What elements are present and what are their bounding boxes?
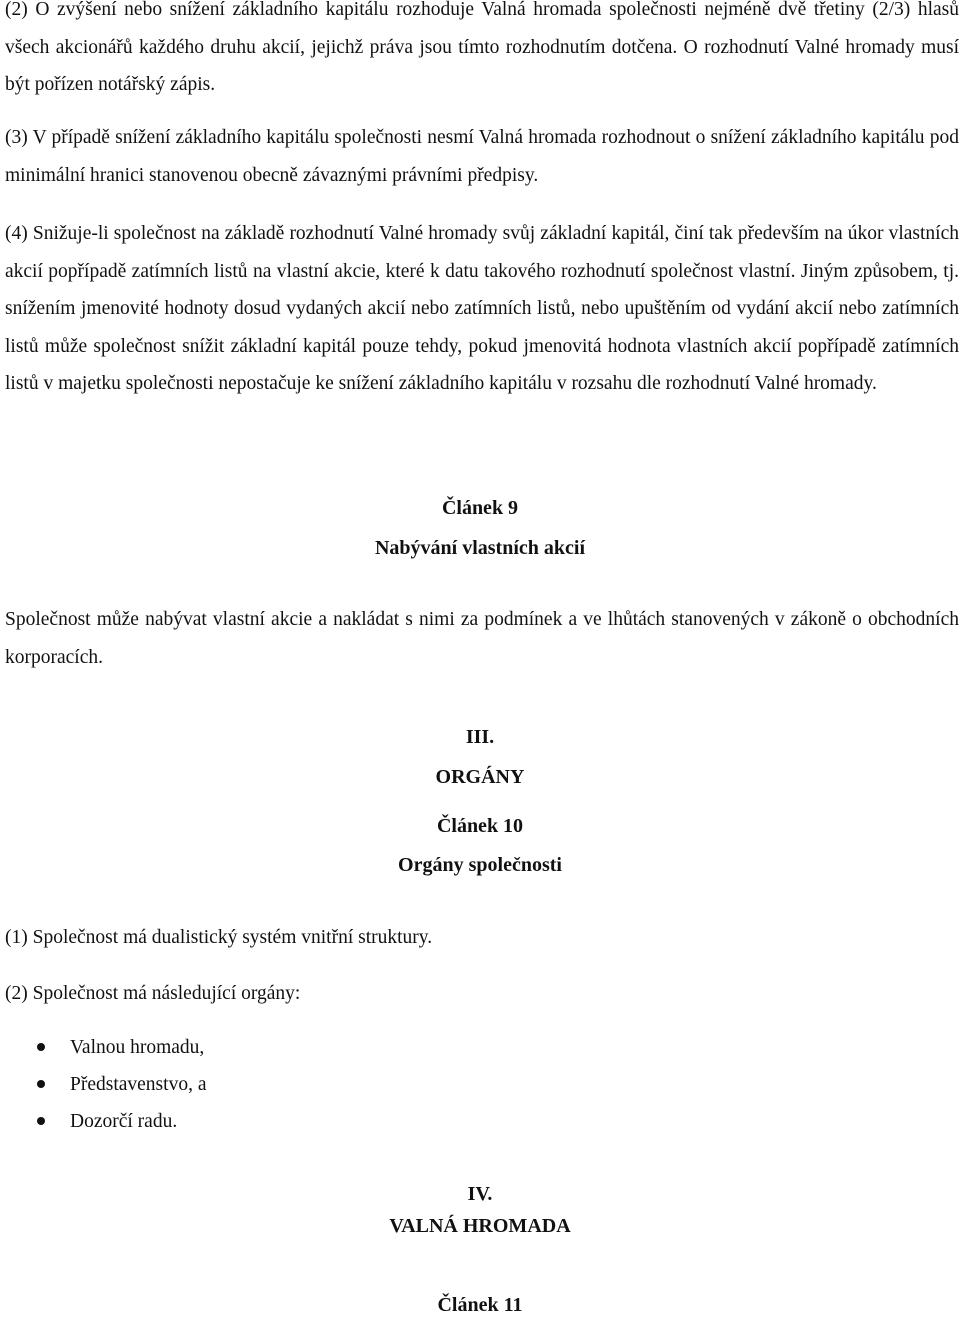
part-4-title: VALNÁ HROMADA: [389, 1215, 571, 1237]
part-4-number: IV.: [467, 1183, 493, 1205]
paragraph-capital-change-decision: (2) O zvýšení nebo snížení základního kapitálu rozhoduje Valná hromada společnosti nejméně dvě třetiny (2/3) hlasů všech akcionářů každého druhu akcií, jejichž práva jsou tímto rozhodnutím dotčena. O rozhodnutí Valné hromady musí být pořízen notářský zápis.: [5, 0, 959, 95]
bullet-icon: [37, 1043, 45, 1051]
bullet-icon: [37, 1080, 45, 1088]
article-10-paragraph-1: (1) Společnost má dualistický systém vnitřní struktury.: [5, 927, 433, 948]
list-item-label: Valnou hromadu,: [70, 1037, 205, 1058]
part-3-title: ORGÁNY: [435, 766, 525, 788]
article-11-number: Článek 11: [437, 1294, 523, 1316]
list-item: [0, 1029, 400, 1066]
article-9-body: Společnost může nabývat vlastní akcie a nakládat s nimi za podmínek a ve lhůtách stanovených v zákoně o obchodních korporacích.: [5, 609, 959, 668]
article-9-number: Článek 9: [441, 497, 519, 519]
list-item: [0, 1066, 400, 1103]
organs-list: [0, 1029, 400, 1140]
article-10-number: Článek 10: [436, 815, 524, 837]
list-item-label: Dozorčí radu.: [70, 1111, 178, 1132]
article-9-title: Nabývání vlastních akcií: [374, 537, 586, 559]
list-item: [0, 1103, 400, 1140]
paragraph-capital-reduction-method: (4) Snižuje-li společnost na základě rozhodnutí Valné hromady svůj základní kapitál, činí tak především na úkor vlastních akcií popřípadě zatímních listů na vlastní akcie, které k datu takového rozhodnutí společnost vlastní. Jiným způsobem, tj. snížením jmenovité hodnoty dosud vydaných akcií nebo zatímních listů, nebo upuštěním od vydání akcií nebo zatímních listů může společnost snížit základní kapitál pouze tehdy, pokud jmenovitá hodnota vlastních akcií popřípadě zatímních listů v majetku společnosti nepostačuje ke snížení základního kapitálu v rozsahu dle rozhodnutí Valné hromady.: [5, 223, 959, 394]
article-10-paragraph-2: (2) Společnost má následující orgány:: [5, 983, 301, 1004]
bullet-icon: [37, 1117, 45, 1125]
article-10-title: Orgány společnosti: [398, 854, 562, 876]
list-item-label: Představenstvo, a: [70, 1074, 207, 1095]
part-3-number: III.: [465, 726, 495, 748]
paragraph-capital-reduction-limit: (3) V případě snížení základního kapitálu společnosti nesmí Valná hromada rozhodnout o snížení základního kapitálu pod minimální hranici stanovenou obecně závaznými právními předpisy.: [5, 127, 959, 186]
